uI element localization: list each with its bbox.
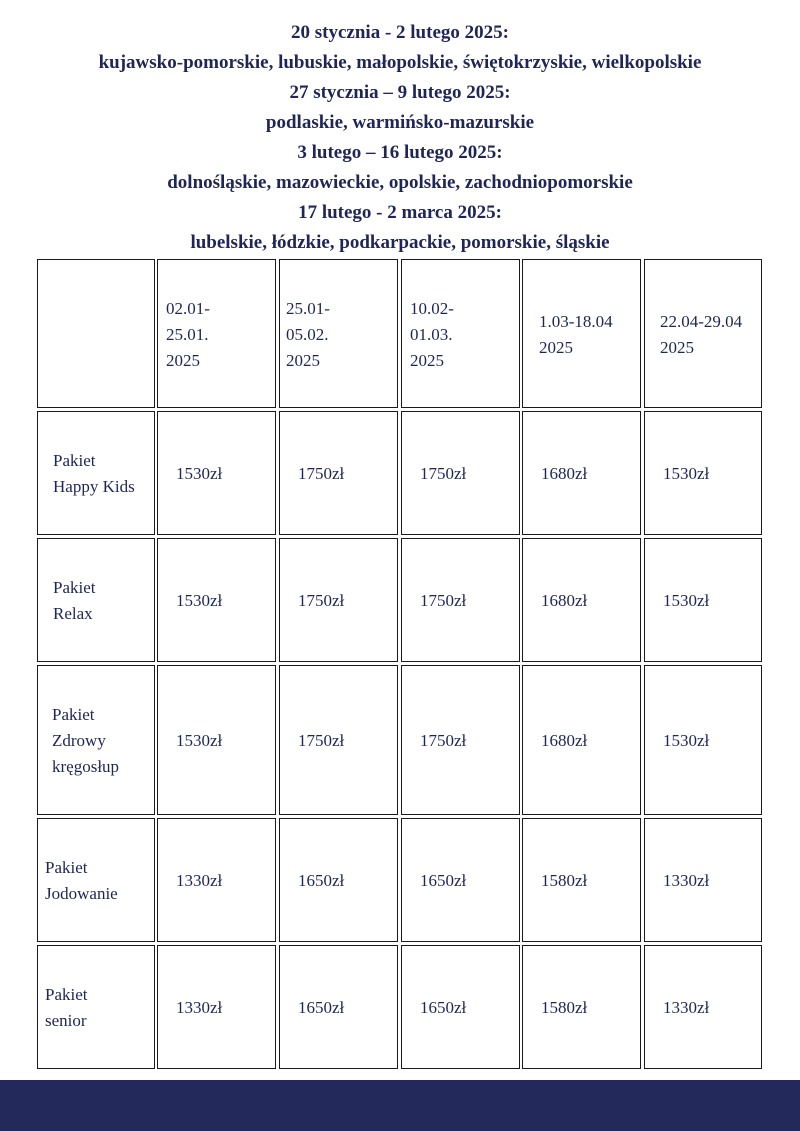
price-cell (157, 665, 276, 815)
corner-cell (37, 259, 155, 408)
price-cell-text: 1330zł (663, 871, 710, 890)
package-name-5 (37, 945, 155, 1069)
price-cell-text: 1330zł (176, 871, 223, 890)
period-header-1 (157, 259, 276, 408)
price-cell (401, 538, 520, 662)
price-cell (401, 945, 520, 1069)
package-name-1-text: Pakiet Happy Kids (53, 451, 135, 496)
price-cell-text: 1580zł (541, 998, 588, 1017)
period-header-3-text: 10.02- 01.03. 2025 (410, 299, 454, 370)
price-cell (644, 665, 762, 815)
price-cell-text: 1650zł (298, 871, 345, 890)
price-cell (522, 945, 641, 1069)
price-cell (279, 945, 398, 1069)
period-header-2 (279, 259, 398, 408)
package-name-2-text: Pakiet Relax (53, 578, 96, 623)
price-cell-text: 1530zł (176, 731, 223, 750)
price-cell (522, 665, 641, 815)
price-cell (644, 945, 762, 1069)
price-cell (644, 538, 762, 662)
price-cell-text: 1750zł (420, 591, 467, 610)
price-cell (157, 818, 276, 942)
period-heading-1: 20 stycznia - 2 lutego 2025: (291, 22, 509, 43)
price-cell-text: 1530zł (176, 591, 223, 610)
period-heading-4: 17 lutego - 2 marca 2025: (298, 202, 502, 223)
period-header-2-text: 25.01- 05.02. 2025 (286, 299, 330, 370)
price-cell-text: 1750zł (298, 464, 345, 483)
period-heading-3: 3 lutego – 16 lutego 2025: (297, 142, 503, 163)
price-cell-text: 1530zł (176, 464, 223, 483)
price-cell (522, 538, 641, 662)
package-name-1 (37, 411, 155, 535)
price-cell (279, 665, 398, 815)
package-name-2 (37, 538, 155, 662)
price-cell-text: 1530zł (663, 464, 710, 483)
price-cell-text: 1750zł (420, 464, 467, 483)
regions-line-2: podlaskie, warmińsko-mazurskie (265, 112, 535, 133)
price-cell (279, 411, 398, 535)
regions-line-3: dolnośląskie, mazowieckie, opolskie, zachodniopomorskie (167, 172, 633, 193)
package-name-4 (37, 818, 155, 942)
price-cell-text: 1530zł (663, 731, 710, 750)
price-cell (157, 945, 276, 1069)
package-name-4-text: Pakiet Jodowanie (45, 858, 118, 903)
price-cell (157, 538, 276, 662)
period-header-5-text: 22.04-29.04 2025 (660, 312, 743, 357)
price-cell (644, 818, 762, 942)
price-cell (522, 411, 641, 535)
period-header-4 (522, 259, 641, 408)
period-header-3 (401, 259, 520, 408)
price-cell-text: 1330zł (663, 998, 710, 1017)
package-name-3-text: Pakiet Zdrowy kręgosłup (52, 705, 120, 776)
price-cell-text: 1750zł (298, 591, 345, 610)
price-cell-text: 1530zł (663, 591, 710, 610)
regions-line-4: lubelskie, łódzkie, podkarpackie, pomorskie, śląskie (190, 232, 610, 253)
price-cell-text: 1650zł (420, 998, 467, 1017)
footer-bar (0, 1080, 800, 1131)
package-name-3 (37, 665, 155, 815)
package-name-5-text: Pakiet senior (45, 985, 88, 1030)
price-cell-text: 1580zł (541, 871, 588, 890)
price-cell (644, 411, 762, 535)
price-cell-text: 1750zł (420, 731, 467, 750)
price-cell (401, 818, 520, 942)
price-cell (522, 818, 641, 942)
period-header-5 (644, 259, 762, 408)
period-heading-2: 27 stycznia – 9 lutego 2025: (289, 82, 511, 103)
price-cell-text: 1680zł (541, 464, 588, 483)
price-cell-text: 1750zł (298, 731, 345, 750)
price-cell (401, 411, 520, 535)
price-cell (401, 665, 520, 815)
region-schedule (0, 18, 800, 258)
period-header-4-text: 1.03-18.04 2025 (539, 312, 613, 357)
price-cell (279, 818, 398, 942)
price-cell-text: 1330zł (176, 998, 223, 1017)
regions-line-1: kujawsko-pomorskie, lubuskie, małopolskie, świętokrzyskie, wielkopolskie (98, 52, 702, 73)
period-header-1-text: 02.01- 25.01. 2025 (166, 299, 210, 370)
price-cell-text: 1680zł (541, 591, 588, 610)
price-cell-text: 1650zł (420, 871, 467, 890)
price-cell (279, 538, 398, 662)
price-cell (157, 411, 276, 535)
price-cell-text: 1680zł (541, 731, 588, 750)
price-cell-text: 1650zł (298, 998, 345, 1017)
